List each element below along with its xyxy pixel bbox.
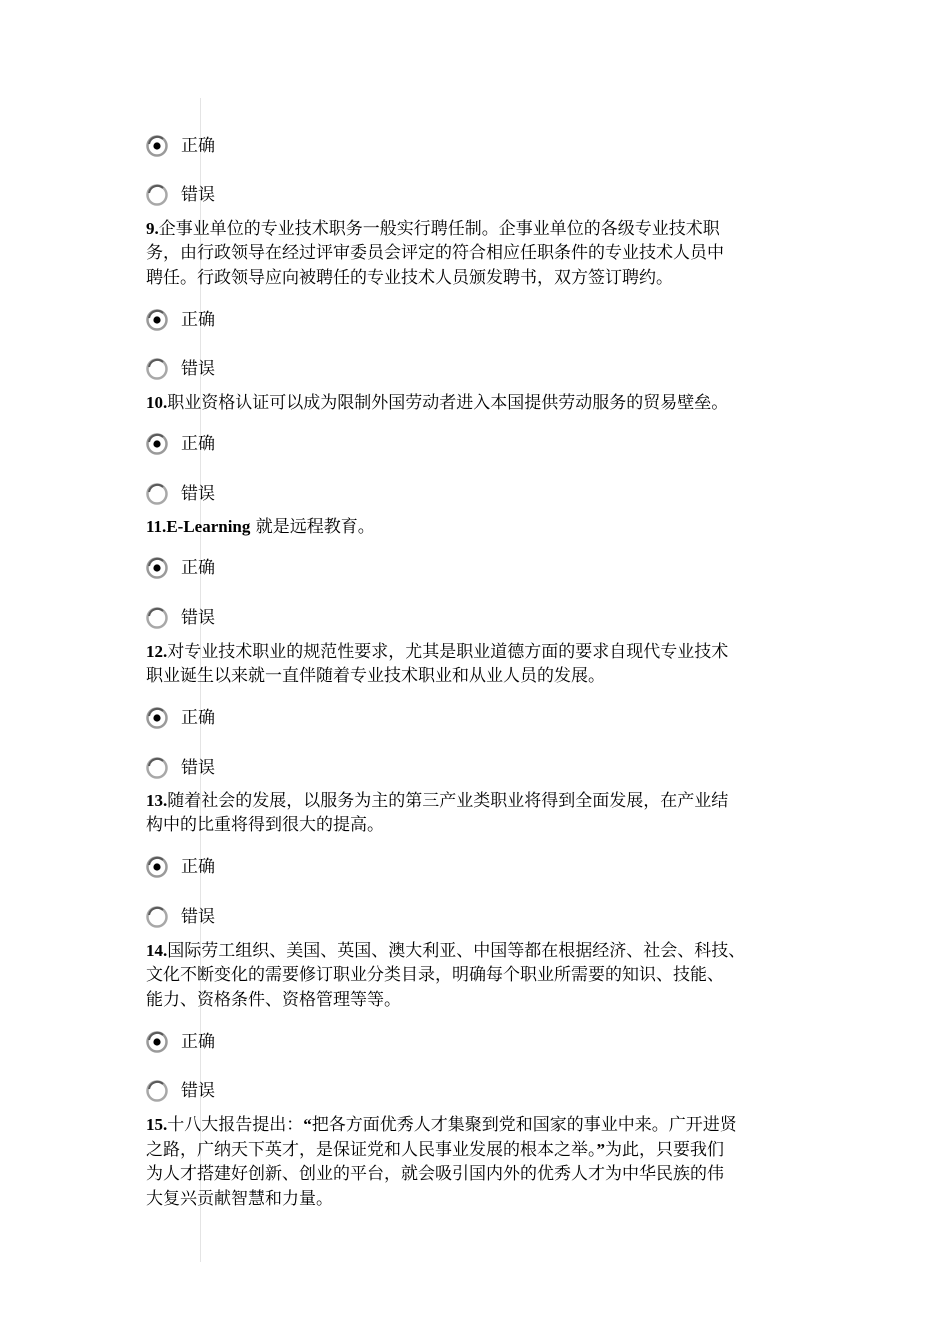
question-text: 构中的比重将得到很大的提高。	[146, 815, 384, 835]
radio-selected-icon[interactable]	[146, 557, 168, 579]
question-number: 12.	[146, 642, 168, 661]
question-text: 把各方面优秀人才集聚到党和国家的事业中来。广开进贤	[311, 1115, 737, 1135]
question-11	[146, 514, 810, 539]
question-text: 为人才搭建好创新、创业的平台，就会吸引国内外的优秀人才为中华民族的伟	[146, 1164, 724, 1184]
radio-unselected-icon[interactable]	[146, 607, 168, 629]
question-number: 15.	[146, 1115, 168, 1134]
question-text: 聘任。行政领导应向被聘任的专业技术人员颁发聘书，双方签订聘约。	[146, 268, 673, 288]
question-text: 能力、资格条件、资格管理等等。	[146, 990, 401, 1010]
question-9	[146, 216, 810, 291]
question-text: 大复兴贡献智慧和力量。	[146, 1189, 333, 1209]
option-label: 正确	[181, 558, 215, 578]
question-number: 10.	[146, 393, 168, 412]
question-text: 职业资格认证可以成为限制外国劳动者进入本国提供劳动服务的贸易壁垒。	[167, 393, 729, 413]
option-label: 错误	[181, 608, 215, 628]
question-number: 9.	[146, 219, 159, 238]
question-12	[146, 639, 810, 689]
quote-mark: “	[303, 1115, 312, 1134]
radio-unselected-icon[interactable]	[146, 757, 168, 779]
option-wrong-q10[interactable]	[146, 481, 215, 507]
option-correct-q14[interactable]	[146, 1029, 215, 1055]
question-text: 之路，广纳天下英才，是保证党和人民事业发展的根本之举。	[146, 1140, 597, 1160]
question-text: 就是远程教育。	[250, 517, 375, 537]
question-text: 职业诞生以来就一直伴随着专业技术职业和从业人员的发展。	[146, 666, 605, 686]
option-correct-q12[interactable]	[146, 705, 215, 731]
radio-selected-icon[interactable]	[146, 309, 168, 331]
radio-selected-icon[interactable]	[146, 135, 168, 157]
quote-mark: ”	[596, 1140, 605, 1159]
radio-selected-icon[interactable]	[146, 707, 168, 729]
radio-unselected-icon[interactable]	[146, 1080, 168, 1102]
option-label: 错误	[181, 359, 215, 379]
question-10	[146, 390, 810, 415]
option-label: 正确	[181, 857, 215, 877]
question-text: 随着社会的发展，以服务为主的第三产业类职业将得到全面发展，在产业结	[167, 791, 729, 811]
radio-unselected-icon[interactable]	[146, 483, 168, 505]
option-label: 正确	[181, 1032, 215, 1052]
question-text: 国际劳工组织、美国、英国、澳大利亚、中国等都在根据经济、社会、科技、	[167, 941, 746, 961]
option-label: 正确	[181, 136, 215, 156]
question-text: 十八大报告提出：	[167, 1115, 304, 1135]
option-correct-q11[interactable]	[146, 555, 215, 581]
radio-selected-icon[interactable]	[146, 856, 168, 878]
option-correct-q13[interactable]	[146, 854, 215, 880]
question-13	[146, 788, 810, 838]
radio-selected-icon[interactable]	[146, 433, 168, 455]
option-label: 错误	[181, 484, 215, 504]
question-text: 务，由行政领导在经过评审委员会评定的符合相应任职条件的专业技术人员中	[146, 243, 724, 263]
radio-unselected-icon[interactable]	[146, 358, 168, 380]
option-label: 正确	[181, 310, 215, 330]
option-wrong-q13[interactable]	[146, 904, 215, 930]
option-wrong-q11[interactable]	[146, 605, 215, 631]
option-wrong-q8[interactable]	[146, 182, 215, 208]
question-number: 11.	[146, 517, 167, 536]
question-term: E-Learning	[166, 517, 251, 536]
question-number: 13.	[146, 791, 168, 810]
question-text: 企事业单位的专业技术职务一般实行聘任制。企事业单位的各级专业技术职	[158, 219, 720, 239]
question-14	[146, 938, 810, 1013]
question-15	[146, 1112, 810, 1212]
question-number: 14.	[146, 941, 168, 960]
option-label: 正确	[181, 708, 215, 728]
radio-selected-icon[interactable]	[146, 1031, 168, 1053]
question-text: 为此，只要我们	[605, 1140, 724, 1160]
option-wrong-q14[interactable]	[146, 1078, 215, 1104]
option-correct-q9[interactable]	[146, 307, 215, 333]
option-wrong-q9[interactable]	[146, 356, 215, 382]
option-correct-q10[interactable]	[146, 431, 215, 457]
option-label: 错误	[181, 758, 215, 778]
question-text: 对专业技术职业的规范性要求，尤其是职业道德方面的要求自现代专业技术	[167, 642, 729, 662]
option-label: 正确	[181, 434, 215, 454]
option-label: 错误	[181, 1081, 215, 1101]
radio-unselected-icon[interactable]	[146, 184, 168, 206]
question-text: 文化不断变化的需要修订职业分类目录，明确每个职业所需要的知识、技能、	[146, 965, 724, 985]
option-correct-q8[interactable]	[146, 133, 215, 159]
option-label: 错误	[181, 185, 215, 205]
option-wrong-q12[interactable]	[146, 755, 215, 781]
radio-unselected-icon[interactable]	[146, 906, 168, 928]
option-label: 错误	[181, 907, 215, 927]
